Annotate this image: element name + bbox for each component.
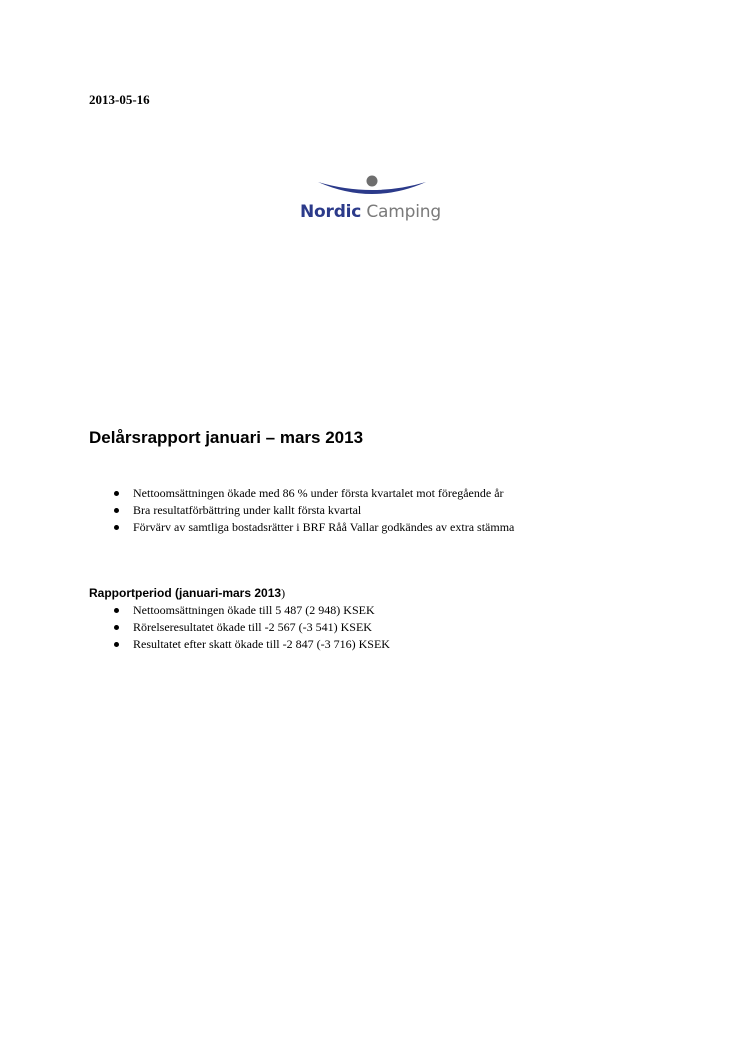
report-period-heading-text: Rapportperiod (januari-mars 2013 [89, 586, 282, 600]
report-period-item: Rörelseresultatet ökade till -2 567 (-3 541) KSEK [112, 619, 390, 636]
logo-word-nordic: Nordic [300, 202, 362, 222]
logo-tent-icon [298, 172, 450, 202]
company-logo [298, 172, 450, 228]
report-period-heading [89, 586, 285, 601]
highlights-list [112, 485, 514, 536]
highlight-item: Bra resultatförbättring under kallt första kvartal [112, 502, 514, 519]
logo-wordmark [300, 202, 441, 222]
report-period-item: Resultatet efter skatt ökade till -2 847 (-3 716) KSEK [112, 636, 390, 653]
report-date: 2013-05-16 [89, 92, 150, 107]
highlight-item: Nettoomsättningen ökade med 86 % under första kvartalet mot föregående år [112, 485, 514, 502]
report-period-heading-tail: ) [281, 586, 286, 600]
report-title: Delårsrapport januari – mars 2013 [89, 428, 364, 447]
logo-word-camping: Camping [366, 202, 441, 222]
highlight-item: Förvärv av samtliga bostadsrätter i BRF Råå Vallar godkändes av extra stämma [112, 519, 514, 536]
report-period-item: Nettoomsättningen ökade till 5 487 (2 948) KSEK [112, 602, 390, 619]
report-period-list [112, 602, 390, 653]
